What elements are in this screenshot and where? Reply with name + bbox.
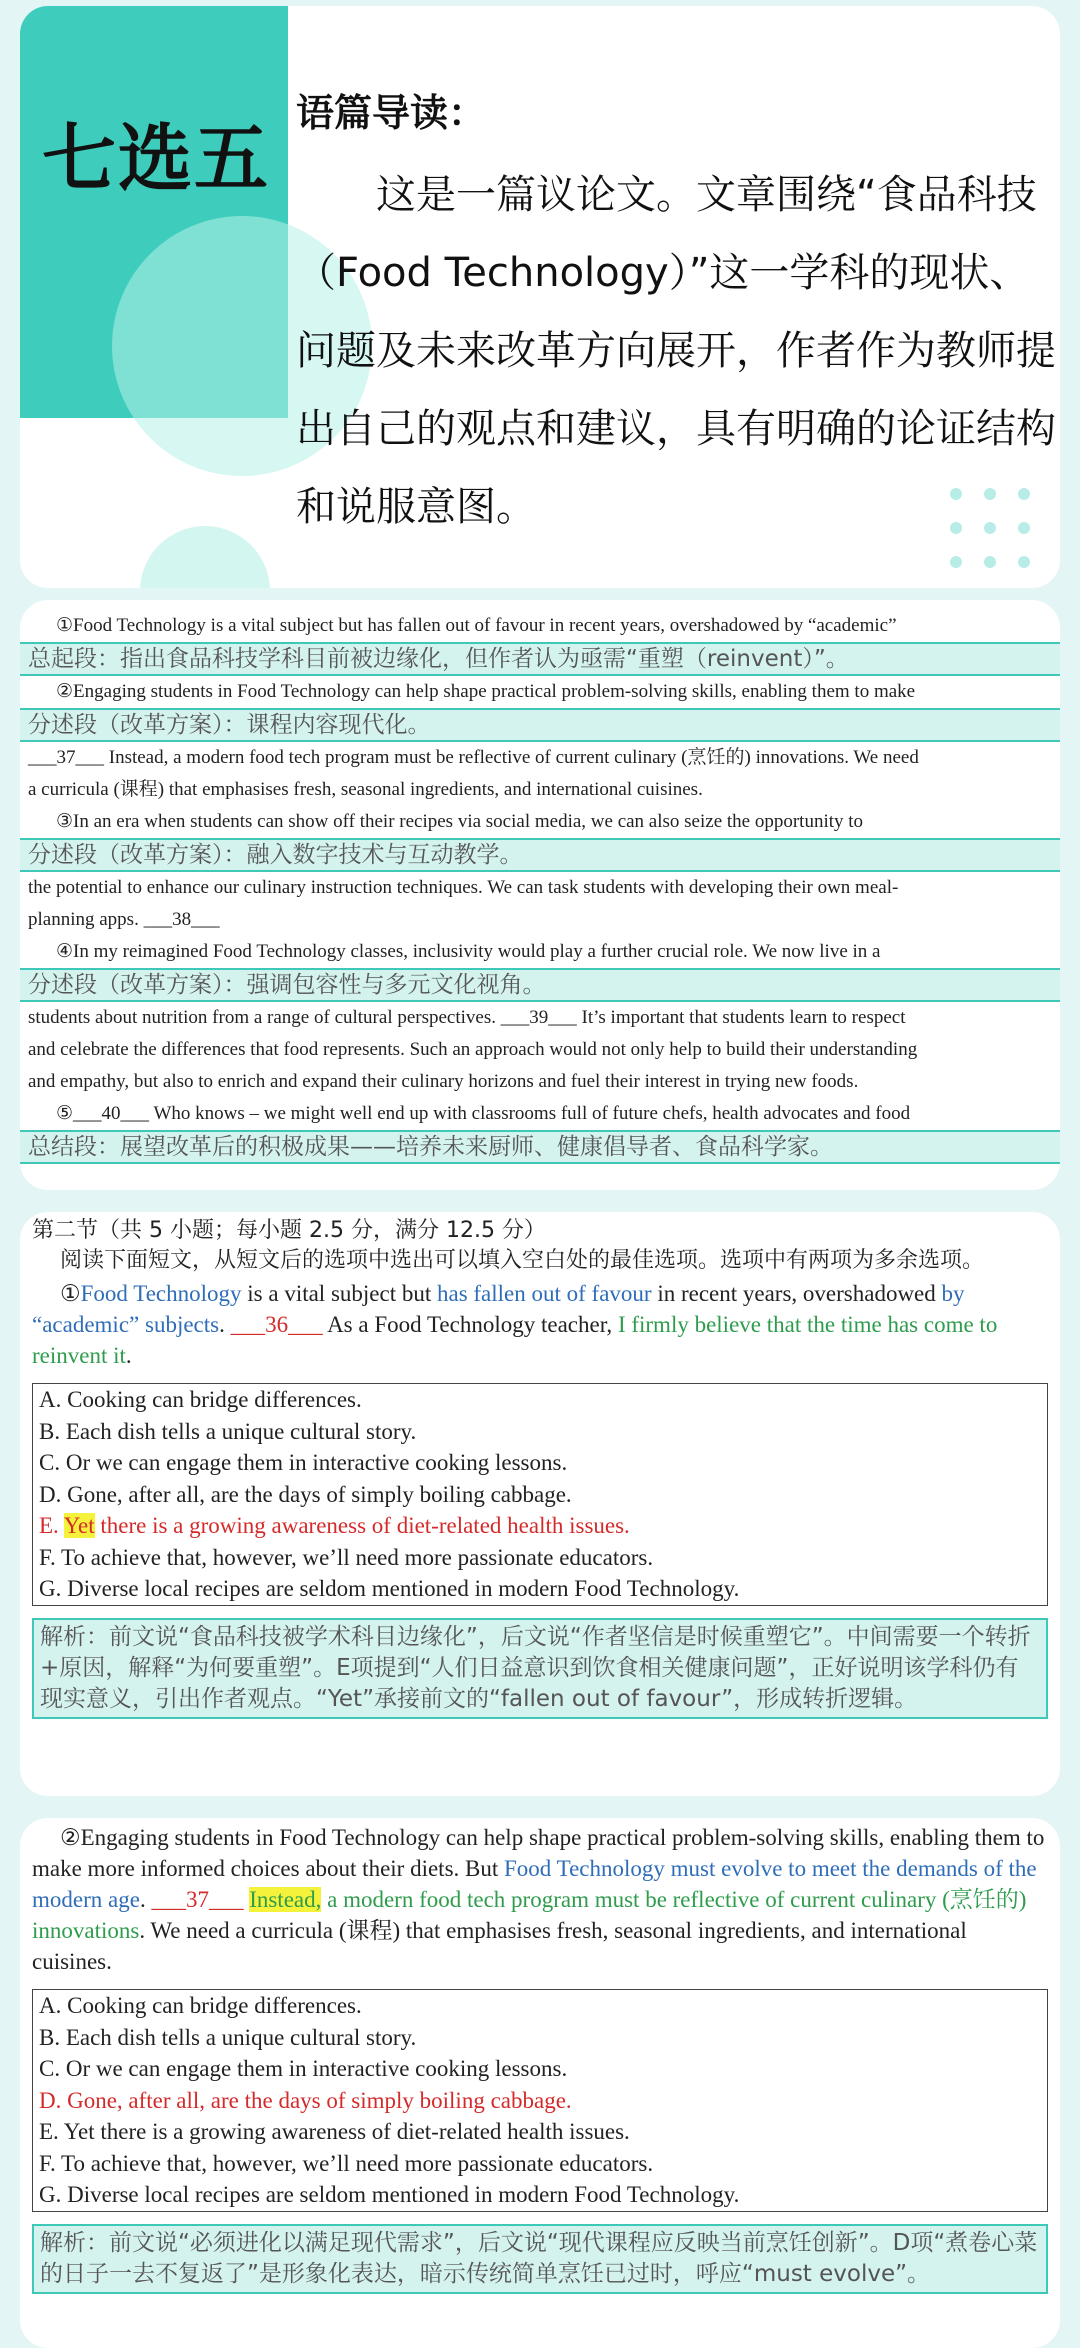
paragraph-number: ②	[60, 1825, 81, 1850]
text-span: . We need a curricula (课程) that emphasises fresh, seasonal ingredients, and international cuisines.	[32, 1918, 967, 1974]
text-span: is a vital subject but	[241, 1281, 437, 1306]
options-box	[32, 1989, 1048, 2212]
question-36-card	[20, 1212, 1060, 1796]
outline-summary-band: 分述段（改革方案）：课程内容现代化。	[20, 708, 1060, 742]
key-sentence: a modern food tech program must be reflective of current culinary (烹饪的) innovations	[32, 1887, 1027, 1943]
outline-text-line: and empathy, but also to enrich and expand their culinary horizons and fuel their interest in trying new foods.	[28, 1071, 859, 1092]
option-text: there is a growing awareness of diet-related health issues.	[94, 1513, 630, 1538]
blank-36: ___36___	[230, 1312, 323, 1337]
text-span: .	[125, 1343, 132, 1368]
outline-text-line: the potential to enhance our culinary instruction techniques. We can task students with developing their own meal-	[28, 877, 899, 898]
option-g: G. Diverse local recipes are seldom mentioned in modern Food Technology.	[39, 1576, 740, 1601]
outline-summary-band: 分述段（改革方案）：融入数字技术与互动教学。	[20, 838, 1060, 872]
outline-summary-band: 总结段：展望改革后的积极成果——培养未来厨师、健康倡导者、食品科学家。	[20, 1130, 1060, 1164]
outline-text-line: a curricula (课程) that emphasises fresh, seasonal ingredients, and international cuisines.	[28, 779, 703, 800]
analysis-box: 解析：前文说“必须进化以满足现代需求”，后文说“现代课程应反映当前烹饪创新”。D项“煮卷心菜的日子一去不复返了”是形象化表达，暗示传统简单烹饪已过时，呼应“must evolve”。	[32, 2224, 1048, 2294]
option-label: E.	[39, 1513, 64, 1538]
keyword-phrase: Food Technology must evolve to meet the demands of the modern age	[32, 1856, 1037, 1912]
keyword-phrase: by “academic” subjects	[32, 1281, 965, 1337]
highlight-word: Yet	[63, 1513, 95, 1538]
option-f: F. To achieve that, however, we’ll need more passionate educators.	[39, 2150, 654, 2176]
outline-text-line: ③In an era when students can show off their recipes via social media, we can also seize the opportunity to	[56, 811, 864, 832]
keyword-subject: Food Technology	[80, 1281, 242, 1306]
option-a: A. Cooking can bridge differences.	[39, 1387, 362, 1412]
key-sentence: I firmly believe that the time has come to reinvent it	[32, 1312, 998, 1368]
outline-text-line: ①Food Technology is a vital subject but has fallen out of favour in recent years, overshadowed by “academic”	[56, 615, 897, 636]
paragraph-number: ①	[60, 1281, 81, 1306]
highlight-word: Instead,	[249, 1887, 322, 1912]
instructions: 阅读下面短文，从短文后的选项中选出可以填入空白处的最佳选项。选项中有两项为多余选项。	[60, 1248, 985, 1273]
option-e: E. Yet there is a growing awareness of diet-related health issues.	[39, 2119, 630, 2144]
outline-summary-band: 分述段（改革方案）：强调包容性与多元文化视角。	[20, 968, 1060, 1002]
text-span: Engaging students in Food Technology can help shape practical problem-solving skills, enabling them to make more informed choices about their diets. But	[32, 1825, 1045, 1881]
option-b: B. Each dish tells a unique cultural story.	[39, 1418, 417, 1444]
option-g: G. Diverse local recipes are seldom mentioned in modern Food Technology.	[39, 2182, 740, 2207]
question-37-card	[20, 1818, 1060, 2348]
passage-paragraph-2	[32, 1822, 1048, 1977]
option-c: C. Or we can engage them in interactive cooking lessons.	[39, 2056, 568, 2081]
outline-text-line: ②Engaging students in Food Technology can help shape practical problem-solving skills, enabling them to make	[56, 681, 916, 702]
intro-text: 这是一篇议论文。文章围绕“食品科技（Food Technology）”这一学科的现状、问题及未来改革方向展开，作者作为教师提出自己的观点和建议，具有明确的论证结构和说服意图。	[296, 172, 1056, 530]
outline-text-line: planning apps. ___38___	[28, 909, 220, 930]
outline-text-line: ⑤___40___ Who knows – we might well end up with classrooms full of future chefs, health advocates and food	[56, 1103, 911, 1124]
options-box	[32, 1383, 1048, 1606]
outline-text-line: ___37___ Instead, a modern food tech program must be reflective of current culinary (烹饪的) innovations. We need	[28, 747, 919, 768]
intro-card	[20, 6, 1060, 588]
option-a: A. Cooking can bridge differences.	[39, 1993, 362, 2018]
option-d-answer: D. Gone, after all, are the days of simply boiling cabbage.	[39, 2087, 572, 2113]
keyword-phrase: has fallen out of favour	[436, 1281, 652, 1306]
section-title: 第二节（共 5 小题；每小题 2.5 分，满分 12.5 分）	[32, 1218, 546, 1243]
outline-text-line: students about nutrition from a range of cultural perspectives. ___39___ It’s important that students learn to respect	[28, 1007, 906, 1028]
option-d: D. Gone, after all, are the days of simply boiling cabbage.	[39, 1481, 572, 1507]
option-c: C. Or we can engage them in interactive cooking lessons.	[39, 1450, 568, 1475]
decor-dots	[950, 488, 1030, 568]
option-f: F. To achieve that, however, we’ll need more passionate educators.	[39, 1544, 654, 1570]
outline-list	[20, 600, 1060, 1164]
structure-outline-card	[20, 600, 1060, 1190]
text-span: .	[219, 1312, 231, 1337]
decor-circle	[140, 526, 270, 588]
analysis-box: 解析：前文说“食品科技被学术科目边缘化”，后文说“作者坚信是时候重塑它”。中间需要一个转折+原因，解释“为何要重塑”。E项提到“人们日益意识到饮食相关健康问题”，正好说明该学科仍有现实意义，引出作者观点。“Yet”承接前文的“fallen out of favour”，形成转折逻辑。	[32, 1618, 1048, 1719]
outline-text-line: ④In my reimagined Food Technology classes, inclusivity would play a further crucial role. We now live in a	[56, 941, 881, 962]
text-span: As a Food Technology teacher,	[322, 1312, 618, 1337]
outline-summary-band: 总起段：指出食品科技学科目前被边缘化，但作者认为亟需“重塑（reinvent）”。	[20, 642, 1060, 676]
blank-37: ___37___	[151, 1887, 244, 1912]
outline-text-line: and celebrate the differences that food represents. Such an approach would not only help to build their understanding	[28, 1039, 918, 1060]
option-b: B. Each dish tells a unique cultural story.	[39, 2024, 417, 2050]
text-span: .	[139, 1887, 152, 1912]
option-e-answer	[39, 1510, 1041, 1542]
page-title: 七选五	[42, 116, 270, 202]
intro-heading: 语篇导读：	[296, 91, 487, 135]
passage-paragraph-1	[32, 1278, 1048, 1371]
text-span: in recent years, overshadowed	[651, 1281, 942, 1306]
